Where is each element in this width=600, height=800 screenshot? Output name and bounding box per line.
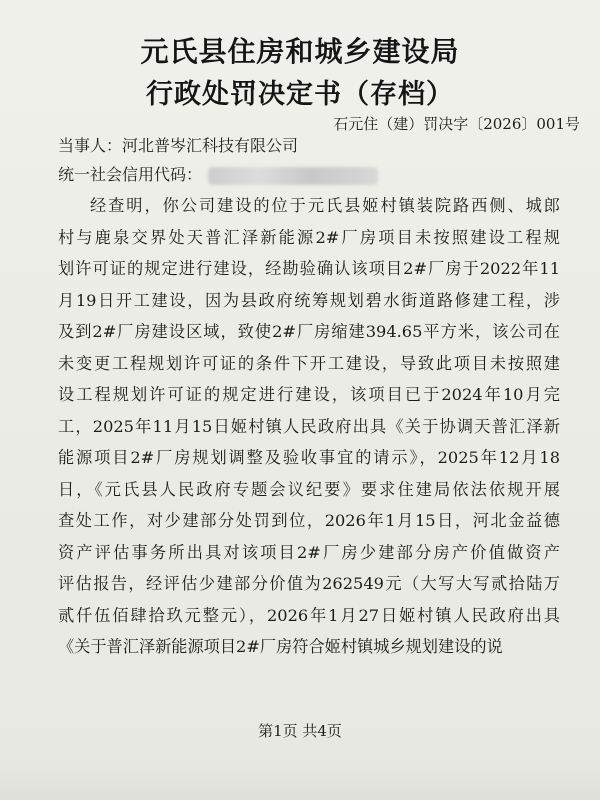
document-number: 石元住（建）罚决字〔2026〕001号 [333,115,580,133]
body-line: 日，《元氏县人民政府专题会议纪要》要求住建局依法依规开展 [58,479,560,499]
body-line: 查处工作，对少建部分处罚到位，2026年1月15日，河北金益德 [58,511,560,530]
credit-code-label: 统一社会信用代码： [58,165,203,184]
page-footer: 第1页 共4页 [258,722,342,740]
party-label: 当事人： [58,136,123,155]
body-line: 经查明，你公司建设的位于元氏县姬村镇装院路西侧、城郎 [90,196,560,215]
body-line: 未变更工程规划许可证的条件下开工建设，导致此项目未按照建 [58,353,560,373]
party-name: 河北普岑汇科技有限公司 [122,136,299,155]
body-line: 设工程规划许可证的规定进行建设，该项目已于2024年10月完 [58,385,560,404]
body-line: 村与鹿泉交界处天普汇泽新能源2#厂房项目未按照建设工程规 [58,227,560,247]
body-line: 贰仟伍佰肆拾玖元整元），2026年1月27日姬村镇人民政府出具 [58,605,560,625]
body-line: 月19日开工建设，因为县政府统筹规划碧水街道路修建工程，涉 [58,290,560,310]
credit-code-line [58,162,378,185]
body-line: 评估报告，经评估少建部分价值为262549元（大写大写贰拾陆万 [58,574,560,593]
body-line: 《关于普汇泽新能源项目2#厂房符合姬村镇城乡规划建设的说 [58,637,503,656]
body-text [58,190,560,663]
body-line: 工，2025年11月15日姬村镇人民政府出具《关于协调天普汇泽新 [58,416,560,436]
org-title: 元氏县住房和城乡建设局 [140,35,460,68]
redacted-credit-code [208,167,378,185]
document-title: 行政处罚决定书（存档） [146,79,454,110]
party-line [58,133,298,156]
body-line: 资产评估事务所出具对该项目2#厂房少建部分房产价值做资产 [58,542,560,562]
body-line: 及到2#厂房建设区域，致使2#厂房缩建394.65平方米，该公司在 [58,322,560,341]
paper-shadow [0,760,600,800]
body-line: 能源项目2#厂房规划调整及验收事宜的请示》，2025年12月18 [58,448,560,467]
body-line: 划许可证的规定进行建设，经勘验确认该项目2#厂房于2022年11 [58,259,560,278]
